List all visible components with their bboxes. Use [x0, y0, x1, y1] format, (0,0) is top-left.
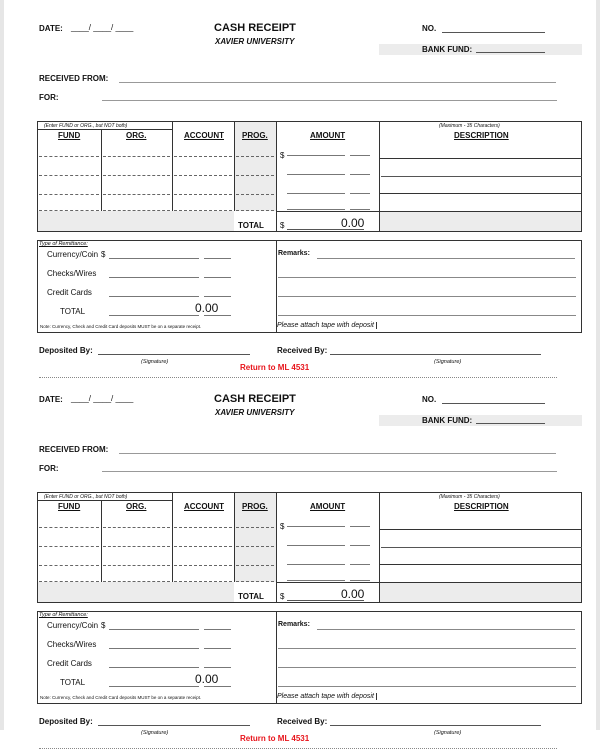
remittance-amount-field[interactable]	[204, 629, 231, 630]
code-entry-field[interactable]	[174, 156, 232, 157]
date-field[interactable]: ____/ ____/ ____	[71, 394, 134, 403]
amount-dollars-field[interactable]	[287, 545, 345, 546]
return-to-note: Return to ML 4531	[240, 363, 310, 372]
cards-label: Credit Cards	[47, 659, 92, 668]
signature-caption: (Signature)	[434, 359, 462, 365]
tape-note: Please attach tape with deposit	[277, 322, 377, 329]
dollar-sign: $	[280, 522, 285, 531]
account-header: ACCOUNT	[184, 502, 224, 511]
org-header: ORG.	[126, 502, 147, 511]
checks-label: Checks/Wires	[47, 640, 97, 649]
remittance-amount-field[interactable]	[109, 277, 199, 278]
amount-cents-field[interactable]	[350, 580, 370, 581]
tape-note: Please attach tape with deposit	[277, 693, 377, 700]
remittance-amount-field[interactable]	[109, 686, 199, 687]
remittance-amount-field[interactable]	[204, 686, 231, 687]
divider	[172, 121, 173, 211]
remittance-note: Note: Currency, Check and Credit Card deposits MUST be on a separate receipt.	[40, 695, 202, 700]
remittance-amount-field[interactable]	[204, 667, 231, 668]
code-entry-field[interactable]	[103, 527, 170, 528]
remarks-line[interactable]	[278, 277, 576, 278]
for-field[interactable]	[102, 471, 557, 472]
code-entry-field[interactable]	[236, 546, 274, 547]
remittance-total-label: TOTAL	[60, 678, 86, 687]
bank-fund-field[interactable]	[476, 52, 545, 53]
fund-org-note: (Enter FUND or ORG., but NOT both)	[44, 494, 128, 500]
remarks-line[interactable]	[317, 629, 575, 630]
signature-caption: (Signature)	[434, 730, 462, 736]
code-entry-field[interactable]	[236, 156, 274, 157]
currency-dollar: $	[101, 621, 106, 630]
amount-cents-field[interactable]	[350, 193, 370, 194]
remarks-line[interactable]	[317, 258, 575, 259]
for-field[interactable]	[102, 100, 557, 101]
total-dollar-sign: $	[280, 221, 285, 230]
bank-fund-shade	[379, 415, 582, 426]
amount-header: AMOUNT	[310, 131, 346, 140]
remittance-total-label: TOTAL	[60, 307, 86, 316]
account-header: ACCOUNT	[184, 131, 224, 140]
prog-header: PROG.	[242, 502, 268, 511]
fund-header: FUND	[58, 131, 81, 140]
code-entry-field[interactable]	[236, 175, 274, 176]
description-note: (Maximum - 35 Characters)	[439, 494, 500, 500]
date-label: DATE:	[39, 395, 63, 404]
deposited-by-signature-field[interactable]	[98, 354, 250, 355]
university-name: XAVIER UNIVERSITY	[215, 37, 295, 46]
amount-dollars-field[interactable]	[287, 209, 345, 210]
code-entry-field[interactable]	[103, 565, 170, 566]
code-entry-field[interactable]	[174, 527, 232, 528]
remittance-amount-field[interactable]	[109, 315, 199, 316]
code-entry-field[interactable]	[236, 194, 274, 195]
total-amount: 0.00	[341, 216, 365, 230]
amount-dollars-field[interactable]	[287, 526, 345, 527]
remittance-amount-field[interactable]	[204, 315, 231, 316]
amount-dollars-field[interactable]	[287, 155, 345, 156]
date-label: DATE:	[39, 24, 63, 33]
deposited-by-signature-field[interactable]	[98, 725, 250, 726]
currency-label: Currency/Coin	[47, 250, 99, 259]
code-entry-field[interactable]	[39, 156, 99, 157]
amount-cents-field[interactable]	[350, 526, 370, 527]
divider	[37, 129, 172, 130]
currency-dollar: $	[101, 250, 106, 259]
code-entry-field[interactable]	[236, 210, 274, 211]
bank-fund-shade	[379, 44, 582, 55]
signature-caption: (Signature)	[141, 730, 169, 736]
dollar-sign: $	[280, 151, 285, 160]
divider	[276, 582, 582, 583]
remittance-title: Type of Remittance:	[39, 241, 88, 247]
divider	[276, 611, 277, 704]
amount-dollars-field[interactable]	[287, 564, 345, 565]
code-entry-field[interactable]	[174, 565, 232, 566]
divider	[276, 240, 277, 333]
code-entry-field[interactable]	[39, 175, 99, 176]
total-label: TOTAL	[238, 221, 264, 230]
checks-label: Checks/Wires	[47, 269, 97, 278]
remittance-amount-field[interactable]	[109, 629, 199, 630]
code-entry-field[interactable]	[103, 210, 170, 211]
remittance-title: Type of Remittance:	[39, 612, 88, 618]
remittance-amount-field[interactable]	[204, 258, 231, 259]
no-field[interactable]	[442, 32, 545, 33]
code-entry-field[interactable]	[103, 194, 170, 195]
code-entry-field[interactable]	[236, 581, 274, 582]
bank-fund-label: BANK FUND:	[422, 416, 473, 425]
code-entry-field[interactable]	[39, 546, 99, 547]
fund-header: FUND	[58, 502, 81, 511]
prog-header: PROG.	[242, 131, 268, 140]
received-from-field[interactable]	[119, 453, 556, 454]
received-from-label: RECEIVED FROM:	[39, 74, 109, 83]
remittance-total-value: 0.00	[195, 672, 219, 686]
code-entry-field[interactable]	[174, 194, 232, 195]
remarks-line[interactable]	[278, 296, 576, 297]
currency-label: Currency/Coin	[47, 621, 99, 630]
code-entry-field[interactable]	[39, 527, 99, 528]
divider	[234, 492, 235, 582]
university-name: XAVIER UNIVERSITY	[215, 408, 295, 417]
remittance-amount-field[interactable]	[109, 667, 199, 668]
amount-cents-field[interactable]	[350, 564, 370, 565]
code-entry-field[interactable]	[39, 194, 99, 195]
amount-dollars-field[interactable]	[287, 580, 345, 581]
description-header: DESCRIPTION	[454, 502, 509, 511]
code-entry-field[interactable]	[103, 175, 170, 176]
code-entry-field[interactable]	[39, 581, 99, 582]
received-from-field[interactable]	[119, 82, 556, 83]
total-amount: 0.00	[341, 587, 365, 601]
description-note: (Maximum - 35 Characters)	[439, 123, 500, 129]
cash-receipt-copy	[4, 371, 604, 742]
divider	[379, 158, 582, 159]
amount-dollars-field[interactable]	[287, 174, 345, 175]
divider	[234, 121, 235, 211]
received-by-signature-field[interactable]	[330, 725, 541, 726]
divider	[101, 500, 102, 582]
received-by-label: Received By:	[277, 346, 328, 355]
code-entry-field[interactable]	[174, 175, 232, 176]
description-line[interactable]	[381, 547, 582, 548]
code-entry-field[interactable]	[39, 210, 99, 211]
divider	[379, 564, 582, 565]
code-entry-field[interactable]	[103, 581, 170, 582]
code-entry-field[interactable]	[174, 210, 232, 211]
received-by-label: Received By:	[277, 717, 328, 726]
receipt-title: CASH RECEIPT	[214, 393, 296, 405]
total-dollar-sign: $	[280, 592, 285, 601]
code-entry-field[interactable]	[236, 527, 274, 528]
code-entry-field[interactable]	[103, 546, 170, 547]
receipt-title: CASH RECEIPT	[214, 22, 296, 34]
total-label: TOTAL	[238, 592, 264, 601]
signature-caption: (Signature)	[141, 359, 169, 365]
deposited-by-label: Deposited By:	[39, 717, 93, 726]
no-field[interactable]	[442, 403, 545, 404]
divider	[379, 193, 582, 194]
no-label: NO.	[422, 24, 437, 33]
remittance-amount-field[interactable]	[204, 296, 231, 297]
remittance-amount-field[interactable]	[109, 648, 199, 649]
divider	[172, 492, 173, 582]
amount-cents-field[interactable]	[350, 174, 370, 175]
remarks-line[interactable]	[278, 686, 576, 687]
cards-label: Credit Cards	[47, 288, 92, 297]
remittance-note: Note: Currency, Check and Credit Card deposits MUST be on a separate receipt.	[40, 324, 202, 329]
divider	[276, 211, 582, 212]
divider	[276, 492, 277, 603]
code-entry-field[interactable]	[174, 546, 232, 547]
description-line[interactable]	[381, 176, 582, 177]
no-label: NO.	[422, 395, 437, 404]
remarks-line[interactable]	[278, 315, 576, 316]
cash-receipt-copy	[4, 0, 604, 371]
org-header: ORG.	[126, 131, 147, 140]
amount-cents-field[interactable]	[350, 545, 370, 546]
divider	[276, 121, 277, 232]
code-entry-field[interactable]	[103, 156, 170, 157]
return-to-note: Return to ML 4531	[240, 734, 310, 743]
fund-org-note: (Enter FUND or ORG., but NOT both)	[44, 123, 128, 129]
amount-cents-field[interactable]	[350, 155, 370, 156]
code-entry-field[interactable]	[236, 565, 274, 566]
remittance-amount-field[interactable]	[204, 648, 231, 649]
divider	[379, 121, 380, 232]
remittance-total-value: 0.00	[195, 301, 219, 315]
remarks-label: Remarks:	[278, 250, 310, 257]
description-header: DESCRIPTION	[454, 131, 509, 140]
remarks-line[interactable]	[278, 667, 576, 668]
divider	[379, 492, 380, 603]
amount-cents-field[interactable]	[350, 209, 370, 210]
bank-fund-field[interactable]	[476, 423, 545, 424]
divider	[101, 129, 102, 211]
remittance-amount-field[interactable]	[109, 296, 199, 297]
for-label: FOR:	[39, 93, 59, 102]
remittance-amount-field[interactable]	[109, 258, 199, 259]
received-from-label: RECEIVED FROM:	[39, 445, 109, 454]
remarks-label: Remarks:	[278, 621, 310, 628]
deposited-by-label: Deposited By:	[39, 346, 93, 355]
amount-header: AMOUNT	[310, 502, 346, 511]
code-entry-field[interactable]	[39, 565, 99, 566]
remarks-line[interactable]	[278, 648, 576, 649]
divider	[37, 500, 172, 501]
code-entry-field[interactable]	[174, 581, 232, 582]
amount-dollars-field[interactable]	[287, 193, 345, 194]
received-by-signature-field[interactable]	[330, 354, 541, 355]
bank-fund-label: BANK FUND:	[422, 45, 473, 54]
remittance-amount-field[interactable]	[204, 277, 231, 278]
date-field[interactable]: ____/ ____/ ____	[71, 23, 134, 32]
for-label: FOR:	[39, 464, 59, 473]
divider	[379, 529, 582, 530]
